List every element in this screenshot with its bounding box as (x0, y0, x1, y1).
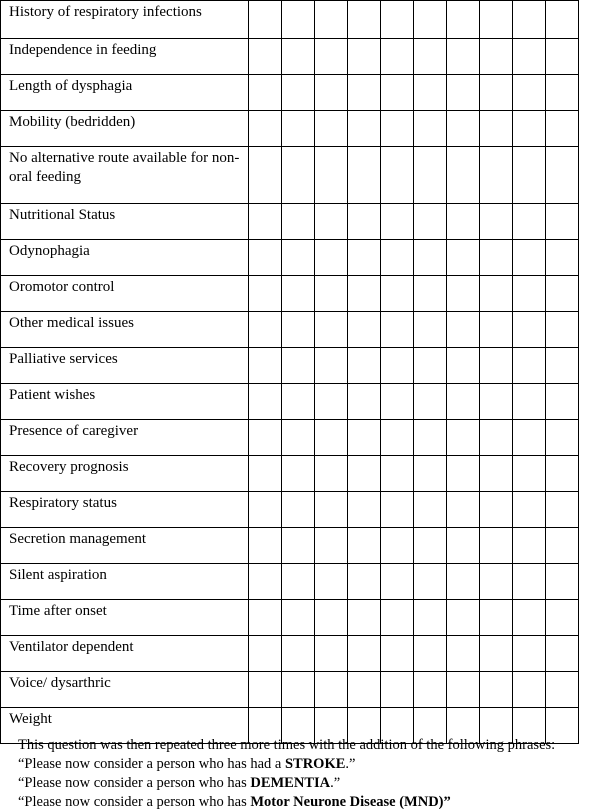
factor-label: History of respiratory infections (1, 1, 249, 39)
rating-cell[interactable] (513, 1, 546, 39)
rating-cell[interactable] (546, 672, 579, 708)
factor-label: Ventilator dependent (1, 636, 249, 672)
factor-label: Length of dysphagia (1, 75, 249, 111)
factor-label: Recovery prognosis (1, 456, 249, 492)
rating-cell[interactable] (480, 636, 513, 672)
note-phrase-mnd (18, 793, 555, 812)
factor-rating-table-body (1, 1, 579, 744)
rating-cell[interactable] (480, 312, 513, 348)
rating-cell[interactable] (480, 420, 513, 456)
note-phrase-prefix: “Please now consider a person who has (18, 775, 251, 791)
rating-cell[interactable] (447, 204, 480, 240)
rating-cell[interactable] (282, 672, 315, 708)
rating-cell[interactable] (381, 276, 414, 312)
rating-cell[interactable] (546, 348, 579, 384)
rating-cell[interactable] (348, 204, 381, 240)
rating-cell[interactable] (546, 528, 579, 564)
rating-cell[interactable] (381, 492, 414, 528)
rating-cell[interactable] (282, 456, 315, 492)
rating-cell[interactable] (249, 312, 282, 348)
rating-cell[interactable] (315, 348, 348, 384)
table-row (1, 147, 579, 204)
rating-cell[interactable] (414, 600, 447, 636)
rating-cell[interactable] (348, 420, 381, 456)
rating-cell[interactable] (315, 456, 348, 492)
rating-cell[interactable] (447, 672, 480, 708)
rating-cell[interactable] (513, 204, 546, 240)
rating-cell[interactable] (480, 147, 513, 204)
rating-cell[interactable] (348, 39, 381, 75)
rating-cell[interactable] (480, 276, 513, 312)
rating-cell[interactable] (282, 147, 315, 204)
table-row (1, 348, 579, 384)
rating-cell[interactable] (348, 147, 381, 204)
rating-cell[interactable] (513, 600, 546, 636)
note-phrase-dementia (18, 774, 555, 793)
rating-cell[interactable] (513, 312, 546, 348)
rating-cell[interactable] (315, 204, 348, 240)
rating-cell[interactable] (447, 276, 480, 312)
rating-cell[interactable] (249, 528, 282, 564)
rating-cell[interactable] (546, 312, 579, 348)
rating-cell[interactable] (282, 564, 315, 600)
rating-cell[interactable] (315, 312, 348, 348)
rating-cell[interactable] (546, 276, 579, 312)
rating-cell[interactable] (546, 204, 579, 240)
rating-cell[interactable] (513, 240, 546, 276)
rating-cell[interactable] (381, 111, 414, 147)
rating-cell[interactable] (381, 672, 414, 708)
table-row (1, 1, 579, 39)
table-row (1, 111, 579, 147)
factor-label: Nutritional Status (1, 204, 249, 240)
rating-cell[interactable] (282, 492, 315, 528)
rating-cell[interactable] (249, 456, 282, 492)
rating-cell[interactable] (513, 147, 546, 204)
rating-cell[interactable] (282, 384, 315, 420)
rating-cell[interactable] (381, 204, 414, 240)
factor-label: Mobility (bedridden) (1, 111, 249, 147)
rating-cell[interactable] (546, 111, 579, 147)
rating-cell[interactable] (447, 75, 480, 111)
rating-cell[interactable] (348, 348, 381, 384)
rating-cell[interactable] (381, 384, 414, 420)
rating-cell[interactable] (249, 636, 282, 672)
rating-cell[interactable] (480, 348, 513, 384)
table-row (1, 420, 579, 456)
rating-cell[interactable] (447, 528, 480, 564)
rating-cell[interactable] (447, 312, 480, 348)
rating-cell[interactable] (282, 528, 315, 564)
factor-label: Other medical issues (1, 312, 249, 348)
factor-label: Odynophagia (1, 240, 249, 276)
table-row (1, 636, 579, 672)
rating-cell[interactable] (447, 636, 480, 672)
rating-cell[interactable] (282, 111, 315, 147)
rating-cell[interactable] (315, 276, 348, 312)
rating-cell[interactable] (249, 240, 282, 276)
rating-cell[interactable] (348, 492, 381, 528)
rating-cell[interactable] (348, 636, 381, 672)
rating-cell[interactable] (249, 75, 282, 111)
rating-cell[interactable] (315, 111, 348, 147)
factor-label: Oromotor control (1, 276, 249, 312)
rating-cell[interactable] (381, 348, 414, 384)
rating-cell[interactable] (414, 1, 447, 39)
rating-cell[interactable] (414, 240, 447, 276)
note-phrase-prefix: “Please now consider a person who has had a (18, 756, 285, 772)
rating-cell[interactable] (282, 240, 315, 276)
rating-cell[interactable] (480, 384, 513, 420)
rating-cell[interactable] (447, 240, 480, 276)
table-row (1, 276, 579, 312)
rating-cell[interactable] (249, 564, 282, 600)
rating-cell[interactable] (282, 1, 315, 39)
rating-cell[interactable] (480, 39, 513, 75)
rating-cell[interactable] (513, 528, 546, 564)
factor-label: Secretion management (1, 528, 249, 564)
rating-cell[interactable] (546, 564, 579, 600)
rating-cell[interactable] (546, 1, 579, 39)
rating-cell[interactable] (414, 384, 447, 420)
rating-cell[interactable] (480, 204, 513, 240)
factor-label: Patient wishes (1, 384, 249, 420)
rating-cell[interactable] (315, 240, 348, 276)
rating-cell[interactable] (513, 672, 546, 708)
rating-cell[interactable] (480, 456, 513, 492)
rating-cell[interactable] (414, 75, 447, 111)
factor-label: Weight (1, 708, 249, 744)
rating-cell[interactable] (414, 39, 447, 75)
rating-cell[interactable] (546, 384, 579, 420)
rating-cell[interactable] (348, 564, 381, 600)
rating-cell[interactable] (546, 492, 579, 528)
rating-cell[interactable] (414, 312, 447, 348)
rating-cell[interactable] (315, 147, 348, 204)
rating-cell[interactable] (315, 528, 348, 564)
rating-cell[interactable] (249, 420, 282, 456)
rating-cell[interactable] (480, 564, 513, 600)
rating-cell[interactable] (315, 384, 348, 420)
rating-cell[interactable] (546, 75, 579, 111)
factor-label: Silent aspiration (1, 564, 249, 600)
rating-cell[interactable] (348, 1, 381, 39)
rating-cell[interactable] (249, 39, 282, 75)
question-note (18, 736, 555, 812)
rating-cell[interactable] (447, 564, 480, 600)
rating-cell[interactable] (546, 39, 579, 75)
rating-cell[interactable] (315, 420, 348, 456)
rating-cell[interactable] (414, 348, 447, 384)
rating-cell[interactable] (381, 600, 414, 636)
rating-cell[interactable] (513, 564, 546, 600)
rating-cell[interactable] (348, 312, 381, 348)
rating-cell[interactable] (381, 39, 414, 75)
rating-cell[interactable] (315, 492, 348, 528)
rating-cell[interactable] (348, 384, 381, 420)
rating-cell[interactable] (249, 600, 282, 636)
rating-cell[interactable] (513, 420, 546, 456)
rating-cell[interactable] (348, 528, 381, 564)
rating-cell[interactable] (348, 600, 381, 636)
rating-cell[interactable] (414, 456, 447, 492)
rating-cell[interactable] (381, 456, 414, 492)
table-row (1, 204, 579, 240)
rating-cell[interactable] (480, 75, 513, 111)
rating-cell[interactable] (282, 312, 315, 348)
rating-cell[interactable] (447, 348, 480, 384)
factor-label: Independence in feeding (1, 39, 249, 75)
rating-cell[interactable] (348, 456, 381, 492)
rating-cell[interactable] (282, 276, 315, 312)
rating-cell[interactable] (480, 240, 513, 276)
rating-cell[interactable] (282, 75, 315, 111)
table-row (1, 528, 579, 564)
rating-cell[interactable] (513, 75, 546, 111)
rating-cell[interactable] (282, 600, 315, 636)
rating-cell[interactable] (414, 420, 447, 456)
rating-cell[interactable] (348, 75, 381, 111)
rating-cell[interactable] (513, 456, 546, 492)
rating-cell[interactable] (282, 420, 315, 456)
rating-cell[interactable] (513, 492, 546, 528)
table-row (1, 600, 579, 636)
note-phrase-suffix: .” (330, 775, 341, 791)
rating-cell[interactable] (249, 348, 282, 384)
note-intro: This question was then repeated three more times with the addition of the following phrases: (18, 737, 556, 753)
rating-cell[interactable] (249, 384, 282, 420)
table-row (1, 456, 579, 492)
table-row (1, 672, 579, 708)
rating-cell[interactable] (381, 564, 414, 600)
rating-cell[interactable] (249, 672, 282, 708)
factor-label: Palliative services (1, 348, 249, 384)
rating-cell[interactable] (513, 276, 546, 312)
rating-cell[interactable] (546, 600, 579, 636)
rating-cell[interactable] (447, 39, 480, 75)
rating-cell[interactable] (315, 75, 348, 111)
rating-cell[interactable] (315, 600, 348, 636)
rating-cell[interactable] (513, 384, 546, 420)
rating-cell[interactable] (480, 528, 513, 564)
table-row (1, 240, 579, 276)
rating-cell[interactable] (381, 75, 414, 111)
rating-cell[interactable] (480, 600, 513, 636)
rating-cell[interactable] (282, 348, 315, 384)
rating-cell[interactable] (381, 312, 414, 348)
rating-cell[interactable] (282, 204, 315, 240)
table-row (1, 75, 579, 111)
rating-cell[interactable] (546, 147, 579, 204)
rating-cell[interactable] (546, 420, 579, 456)
table-row (1, 492, 579, 528)
rating-cell[interactable] (348, 276, 381, 312)
rating-cell[interactable] (447, 492, 480, 528)
rating-cell[interactable] (249, 276, 282, 312)
factor-label: No alternative route available for non-oral feeding (1, 147, 249, 204)
rating-cell[interactable] (447, 147, 480, 204)
rating-cell[interactable] (348, 240, 381, 276)
rating-cell[interactable] (381, 420, 414, 456)
rating-cell[interactable] (414, 492, 447, 528)
rating-cell[interactable] (315, 564, 348, 600)
rating-cell[interactable] (348, 111, 381, 147)
rating-cell[interactable] (282, 39, 315, 75)
rating-cell[interactable] (546, 240, 579, 276)
rating-cell[interactable] (249, 204, 282, 240)
rating-cell[interactable] (249, 147, 282, 204)
rating-cell[interactable] (447, 456, 480, 492)
rating-cell[interactable] (414, 564, 447, 600)
rating-cell[interactable] (480, 1, 513, 39)
rating-cell[interactable] (249, 1, 282, 39)
rating-cell[interactable] (414, 111, 447, 147)
rating-cell[interactable] (513, 348, 546, 384)
rating-cell[interactable] (480, 492, 513, 528)
note-phrase-bold: STROKE (284, 756, 346, 772)
rating-cell[interactable] (546, 636, 579, 672)
rating-cell[interactable] (282, 636, 315, 672)
factor-label: Respiratory status (1, 492, 249, 528)
rating-cell[interactable] (414, 276, 447, 312)
rating-cell[interactable] (546, 456, 579, 492)
rating-cell[interactable] (381, 147, 414, 204)
rating-cell[interactable] (480, 111, 513, 147)
rating-cell[interactable] (480, 672, 513, 708)
rating-cell[interactable] (414, 528, 447, 564)
rating-cell[interactable] (315, 1, 348, 39)
rating-cell[interactable] (315, 39, 348, 75)
rating-cell[interactable] (513, 636, 546, 672)
rating-cell[interactable] (249, 111, 282, 147)
rating-cell[interactable] (513, 39, 546, 75)
note-phrase-prefix: “Please now consider a person who has (18, 794, 251, 810)
rating-cell[interactable] (381, 528, 414, 564)
note-phrase-stroke (18, 755, 555, 774)
rating-cell[interactable] (348, 672, 381, 708)
rating-cell[interactable] (447, 111, 480, 147)
factor-label: Time after onset (1, 600, 249, 636)
rating-cell[interactable] (447, 384, 480, 420)
rating-cell[interactable] (381, 1, 414, 39)
note-phrase-suffix: .” (345, 756, 356, 772)
table-row (1, 564, 579, 600)
rating-cell[interactable] (315, 636, 348, 672)
factor-label: Presence of caregiver (1, 420, 249, 456)
rating-cell[interactable] (513, 111, 546, 147)
factor-label: Voice/ dysarthric (1, 672, 249, 708)
rating-cell[interactable] (315, 672, 348, 708)
rating-cell[interactable] (414, 636, 447, 672)
table-row (1, 384, 579, 420)
table-row (1, 39, 579, 75)
rating-cell[interactable] (381, 636, 414, 672)
note-phrase-bold: DEMENTIA (250, 775, 331, 791)
rating-cell[interactable] (414, 672, 447, 708)
rating-cell[interactable] (249, 492, 282, 528)
rating-cell[interactable] (414, 204, 447, 240)
table-row (1, 312, 579, 348)
note-phrase-bold: Motor Neurone Disease (MND)” (250, 794, 451, 810)
rating-cell[interactable] (447, 1, 480, 39)
rating-cell[interactable] (447, 600, 480, 636)
rating-cell[interactable] (447, 420, 480, 456)
rating-cell[interactable] (381, 240, 414, 276)
rating-cell[interactable] (414, 147, 447, 204)
